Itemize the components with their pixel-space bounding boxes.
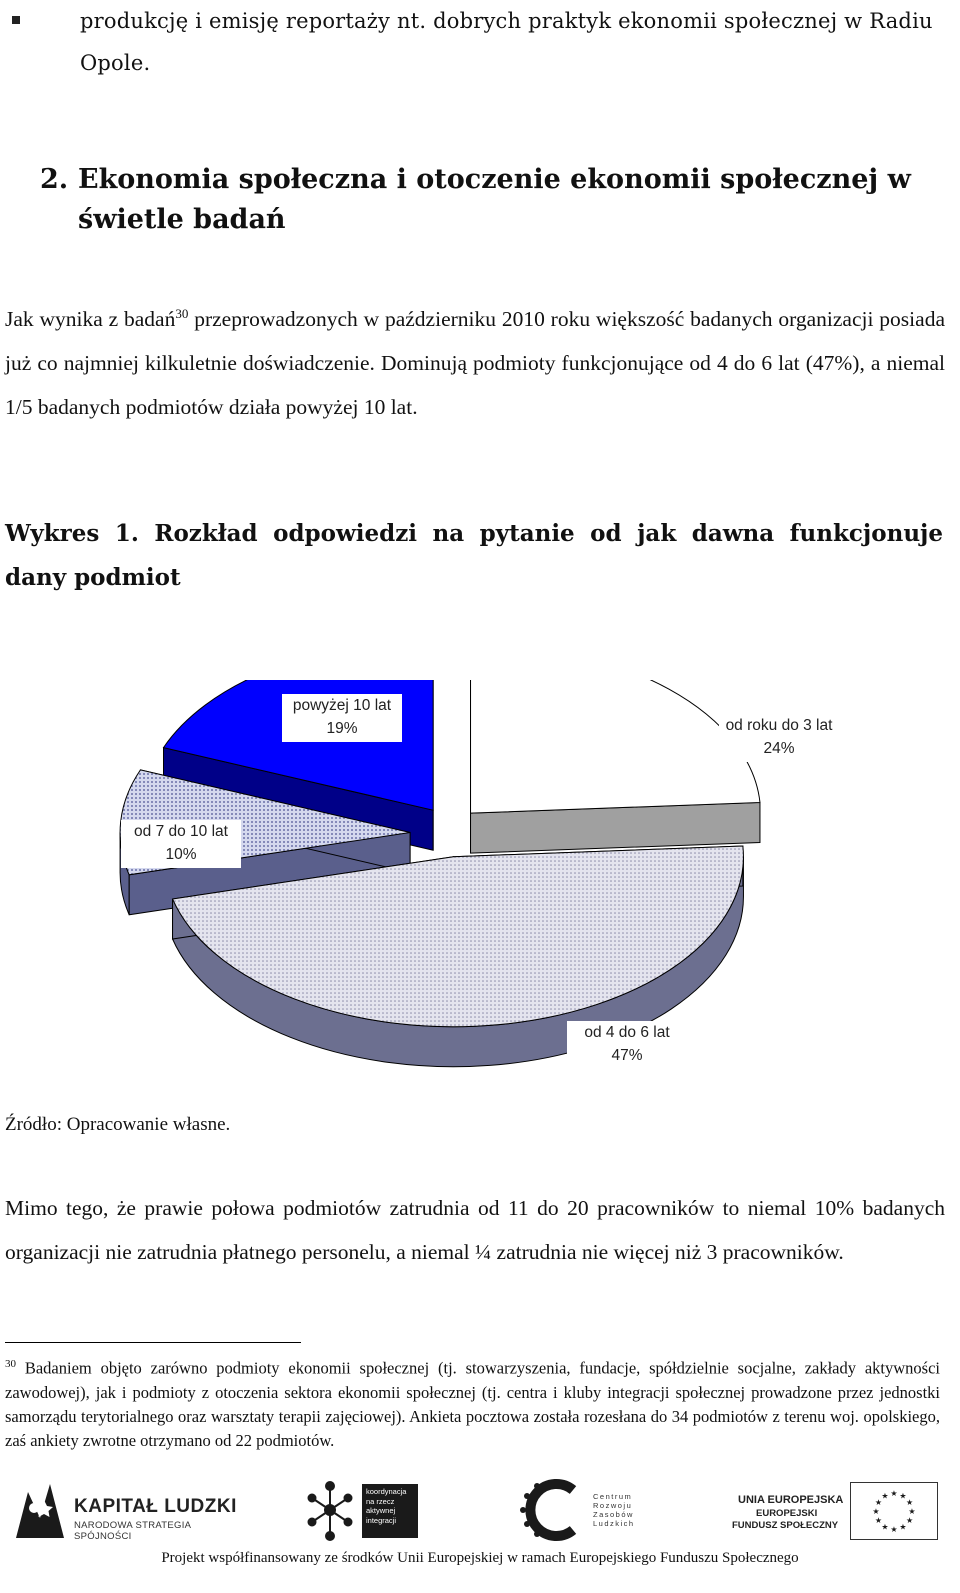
footnote-text: Badaniem objęto zarówno podmioty ekonomii społecznej (tj. stowarzyszenia, fundacje, spółdzielnie socjalne, zakłady aktywności zawodowej), jak i podmioty z otoczenia sektora ekonomii społecznej (tj. centra i kluby integracji społecznej prowadzone przez jednostki samorządu terytorialnego oraz warsztaty terapii zajęciowej). Ankieta pocztowa została rozesłana do 34 podmiotów z terenu woj. opolskiego, zaś ankiety zwrotne otrzymano od 22 podmiotów. bbox=[5, 1358, 940, 1450]
footnote-separator bbox=[5, 1342, 301, 1343]
eu-subtitle-1: EUROPEJSKI bbox=[756, 1508, 818, 1519]
paragraph-employment: Mimo tego, że prawie połowa podmiotów zatrudnia od 11 do 20 pracowników to niemal 10% badanych organizacji nie zatrudnia płatnego personelu, a niemal ¼ zatrudnia nie więcej niż 3 pracowników. bbox=[5, 1196, 945, 1264]
slice-value-1: 47% bbox=[611, 1047, 643, 1064]
pie-chart-svg bbox=[70, 680, 870, 1080]
footnote-number: 30 bbox=[5, 1358, 16, 1370]
slice-value-2: 10% bbox=[165, 846, 197, 863]
eu-star-icon: ★ bbox=[908, 1507, 916, 1516]
pie-chart bbox=[70, 680, 870, 1080]
footnote bbox=[5, 1352, 940, 1453]
eu-title: UNIA EUROPEJSKA bbox=[738, 1494, 844, 1506]
eu-star-icon: ★ bbox=[874, 1516, 882, 1525]
eu-star-icon: ★ bbox=[881, 1491, 889, 1501]
crzl-logo bbox=[515, 1478, 665, 1542]
crzl-text: Centrum Rozwoju Zasobów Ludzkich bbox=[593, 1492, 635, 1528]
kapital-ludzki-logo bbox=[10, 1478, 250, 1542]
eu-subtitle-2: FUNDUSZ SPOŁECZNY bbox=[732, 1520, 839, 1531]
eu-flag-icon bbox=[850, 1482, 938, 1540]
chart-source: Źródło: Opracowanie własne. bbox=[5, 1114, 231, 1135]
eu-star-icon: ★ bbox=[874, 1498, 882, 1507]
pie-slice-0 bbox=[471, 680, 760, 853]
paragraph-intro bbox=[5, 292, 945, 429]
project-funding-line: Projekt współfinansowany ze środków Unii Europejskiej w ramach Europejskiego Funduszu Społecznego bbox=[161, 1550, 799, 1566]
slice-label-1: od 4 do 6 lat bbox=[584, 1024, 670, 1041]
footnote-reference: 30 bbox=[175, 306, 189, 321]
slice-label-2: od 7 do 10 lat bbox=[134, 823, 228, 840]
paragraph-intro-rest: przeprowadzonych w październiku 2010 roku większość badanych organizacji posiada już co najmniej kilkuletnie doświadczenie. Dominują podmioty funkcjonujące od 4 do 6 lat (47%), a niemal 1/5 badanych podmiotów działa powyżej 10 lat. bbox=[5, 307, 945, 420]
section-title: Ekonomia społeczna i otoczenie ekonomii społecznej w świetle badań bbox=[78, 164, 911, 235]
logos-strip bbox=[0, 1478, 960, 1548]
koordynacja-logo bbox=[300, 1478, 430, 1542]
bullet-square-icon bbox=[12, 16, 20, 24]
paragraph-intro-start: Jak wynika z badań bbox=[5, 307, 176, 332]
kapital-ludzki-subtitle: NARODOWA STRATEGIA SPÓJNOŚCI bbox=[74, 1520, 191, 1542]
koordynacja-text: koordynacja na rzecz aktywnej integracji bbox=[362, 1484, 418, 1538]
crzl-stars-icon bbox=[515, 1478, 591, 1542]
eu-star-icon: ★ bbox=[890, 1525, 898, 1534]
slice-label-3: powyżej 10 lat bbox=[292, 697, 392, 714]
eu-star-icon: ★ bbox=[881, 1522, 889, 1532]
slice-label-0: od roku do 3 lat bbox=[725, 717, 833, 734]
chart-caption: Wykres 1. Rozkład odpowiedzi na pytanie od jak dawna funkcjonuje dany podmiot bbox=[5, 520, 943, 591]
slice-value-3: 19% bbox=[326, 720, 358, 737]
slice-value-0: 24% bbox=[763, 740, 795, 757]
pie-slice-top-0 bbox=[471, 680, 760, 813]
section-number: 2. bbox=[40, 164, 69, 195]
eu-logo bbox=[728, 1478, 943, 1542]
bullet-text: produkcję i emisję reportaży nt. dobrych praktyk ekonomii społecznej w Radiu Opole. bbox=[80, 9, 933, 75]
kapital-ludzki-icon bbox=[10, 1478, 70, 1542]
network-icon bbox=[300, 1478, 360, 1542]
eu-star-icon: ★ bbox=[899, 1522, 907, 1532]
eu-star-icon: ★ bbox=[906, 1516, 914, 1525]
eu-star-icon: ★ bbox=[872, 1507, 880, 1516]
eu-star-icon: ★ bbox=[899, 1491, 907, 1501]
eu-star-icon: ★ bbox=[906, 1498, 914, 1507]
eu-star-icon: ★ bbox=[890, 1489, 898, 1498]
kapital-ludzki-title: KAPITAŁ LUDZKI bbox=[74, 1496, 237, 1517]
